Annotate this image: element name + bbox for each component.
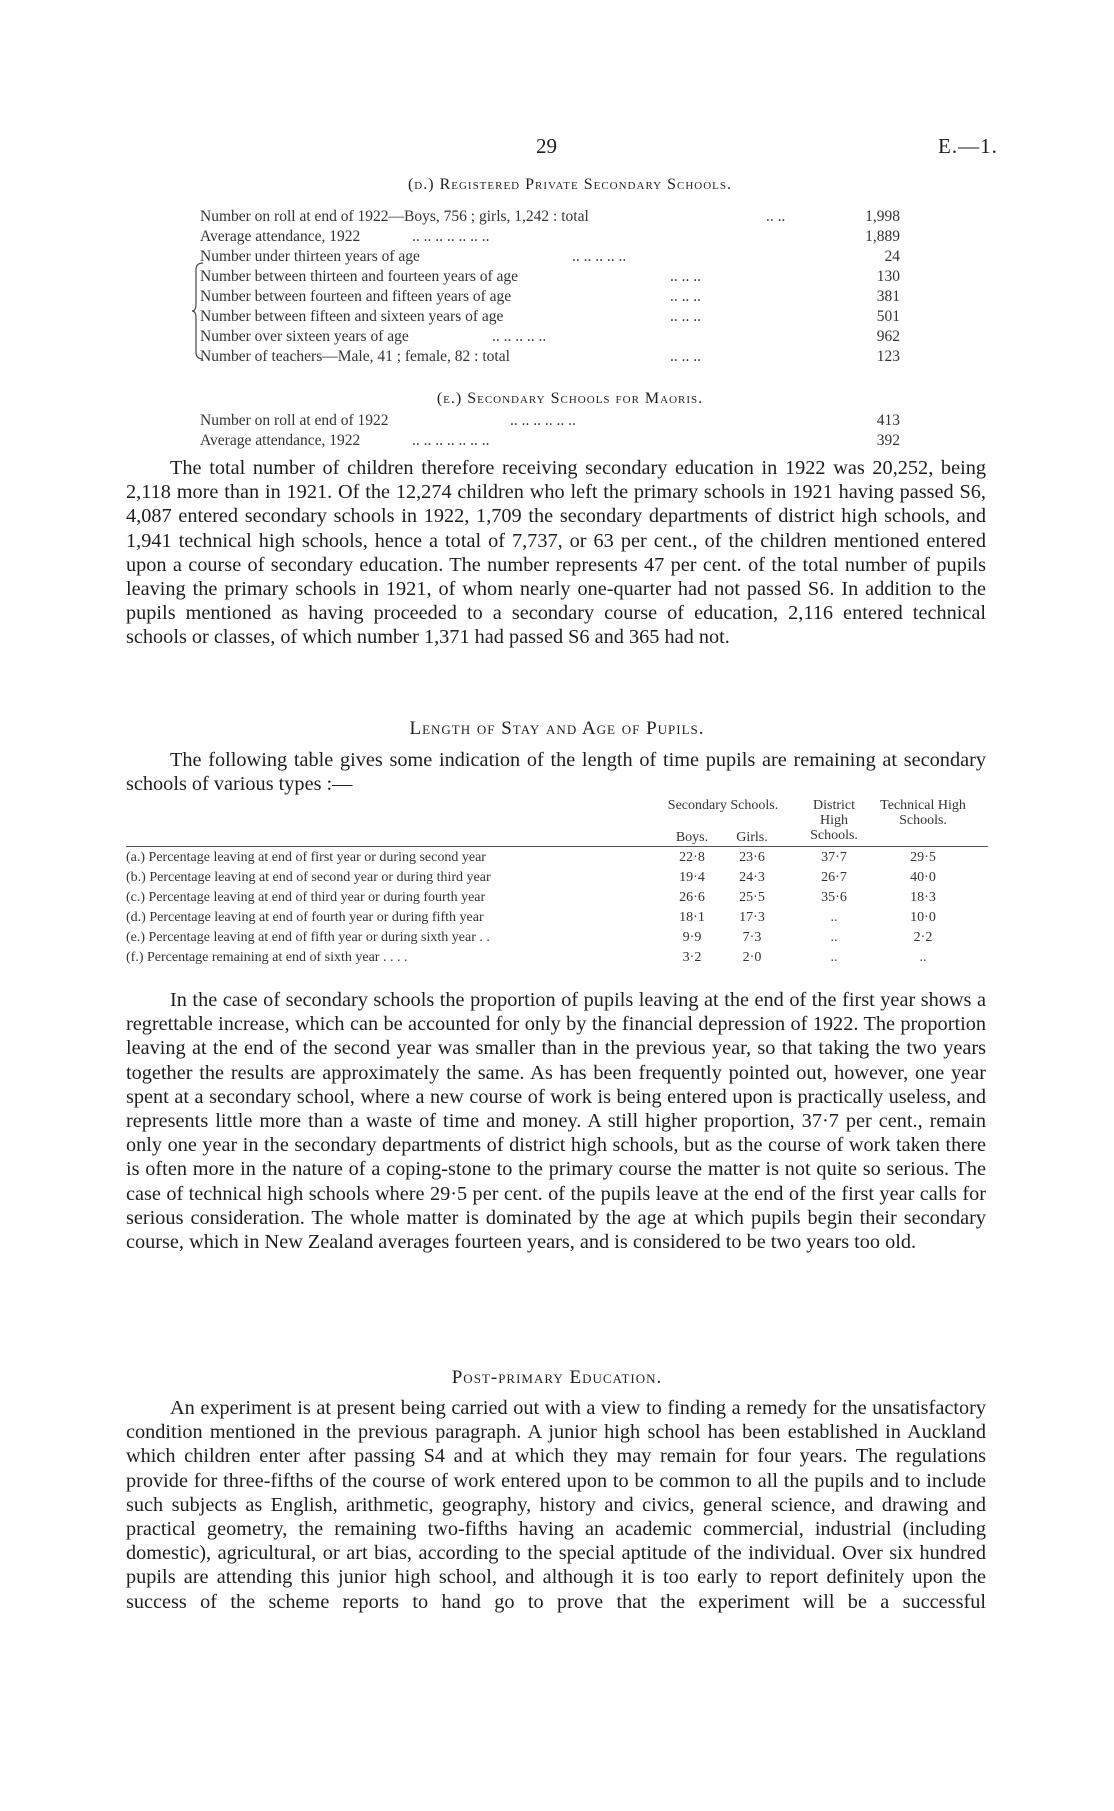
row-label: Number between fifteen and sixteen years of age (200, 308, 504, 325)
row-label: Number on roll at end of 1922—Boys, 756 ; girls, 1,242 : total (200, 208, 589, 225)
row-label: Average attendance, 1922 (200, 228, 361, 245)
row-label: Number under thirteen years of age (200, 248, 420, 265)
cell-technical: 18·3 (910, 890, 936, 905)
cell-district: 26·7 (821, 870, 847, 885)
header-district-high: District High Schools. (810, 798, 858, 843)
leader-dots: .. .. .. .. .. .. (510, 412, 576, 429)
row-label: Number between fourteen and fifteen years of age (200, 288, 512, 305)
cell-district: 35·6 (821, 890, 847, 905)
cell-girls: 2·0 (742, 950, 762, 965)
cell-girls: 23·6 (739, 850, 765, 865)
cell-district: .. (830, 930, 838, 945)
cell-technical: 29·5 (910, 850, 936, 865)
cell-boys: 3·2 (682, 950, 702, 965)
cell-boys: 18·1 (679, 910, 705, 925)
paragraph-table-intro: The following table gives some indication of the length of time pupils are remaining at secondary schools of various types :— (126, 749, 986, 796)
cell-girls: 24·3 (739, 870, 765, 885)
cell-boys: 9·9 (682, 930, 702, 945)
row-value: 962 (876, 328, 900, 345)
row-value: 1,889 (865, 228, 900, 245)
cell-technical: 2·2 (913, 930, 933, 945)
header-technical-high: Technical High Schools. (880, 798, 966, 828)
length-of-stay-table (126, 850, 988, 975)
table-row-label: (a.) Percentage leaving at end of first year or during second year (126, 850, 486, 865)
cell-boys: 19·4 (679, 870, 705, 885)
header-boys: Boys. (675, 830, 709, 845)
leader-dots: .. .. .. (670, 268, 701, 285)
section-e-title: (e.) Secondary Schools for Maoris. (436, 390, 704, 407)
page-number: 29 (536, 134, 557, 158)
cell-technical: 10·0 (910, 910, 936, 925)
leader-dots: .. .. .. .. .. .. .. (412, 228, 490, 245)
cell-girls: 17·3 (739, 910, 765, 925)
table-row-label: (d.) Percentage leaving at end of fourth year or during fifth year (126, 910, 484, 925)
cell-district: .. (830, 910, 838, 925)
paragraph-junior-high: An experiment is at present being carried out with a view to finding a remedy for the unsatisfactory condition mentioned in the previous paragraph. A junior high school has been established in Auckland which children enter after passing S4 and at which they may remain for four years. The regulations provide for three-fifths of the course of work entered upon to be common to all the pupils and to include such subjects as English, arithmetic, geography, history and civics, general science, and drawing and practical geometry, the remaining two-fifths having an academic commercial, industrial (including domestic), agricultural, or art bias, according to the special aptitude of the individual. Over six hundred pupils are attending this junior high school, and although it is too early to report definitely upon the success of the scheme reports to hand go to prove that the experiment will be a successful (126, 1397, 986, 1613)
leader-dots: .. .. (766, 208, 786, 225)
row-value: 413 (876, 412, 900, 429)
row-value: 501 (876, 308, 900, 325)
document-code: E.—1. (938, 134, 998, 158)
section-d-title: (d.) Registered Private Secondary Schools. (407, 176, 733, 193)
row-value: 123 (876, 348, 900, 365)
cell-girls: 7·3 (742, 930, 762, 945)
row-value: 381 (876, 288, 900, 305)
table-row-label: (c.) Percentage leaving at end of third year or during fourth year (126, 890, 486, 905)
row-value: 24 (884, 248, 900, 265)
heading-length-of-stay: Length of Stay and Age of Pupils. (409, 718, 705, 739)
paragraph-proportion-leaving: In the case of secondary schools the proportion of pupils leaving at the end of the first year shows a regrettable increase, which can be accounted for only by the financial depression of 1922. The proportion leaving at the end of the second year was smaller than in the previous year, so that taking the two years together the results are approximately the same. As has been frequently pointed out, however, one year spent at a secondary school, where a new course of work is being entered upon is practically useless, and represents little more than a waste of time and money. A still higher proportion, 37·7 per cent., remain only one year in the secondary departments of district high schools, but as the course of work taken there is often more in the nature of a coping-stone to the primary course the matter is not quite so serious. The case of technical high schools where 29·5 per cent. of the pupils leave at the end of the first year calls for serious consideration. The whole matter is dominated by the age at which pupils begin their secondary course, which in New Zealand averages fourteen years, and is considered to be two years too old. (126, 989, 986, 1254)
cell-technical: 40·0 (910, 870, 936, 885)
header-secondary-schools: Secondary Schools. (667, 798, 779, 813)
cell-girls: 25·5 (739, 890, 765, 905)
row-value: 130 (876, 268, 900, 285)
leader-dots: .. .. .. (670, 308, 701, 325)
row-label: Number on roll at end of 1922 (200, 412, 389, 429)
row-label: Number between thirteen and fourteen years of age (200, 268, 519, 285)
leader-dots: .. .. .. (670, 348, 701, 365)
table-row-label: (e.) Percentage leaving at end of fifth year or during sixth year . . (126, 930, 490, 945)
header-girls: Girls. (736, 830, 768, 845)
table-row-label: (f.) Percentage remaining at end of sixth year . . . . (126, 950, 408, 965)
cell-boys: 22·8 (679, 850, 705, 865)
paragraph-secondary-totals: The total number of children therefore receiving secondary education in 1922 was 20,252, being 2,118 more than in 1921. Of the 12,274 children who left the primary schools in 1921 having passed S6, 4,087 entered secondary schools in 1922, 1,709 the secondary departments of district high schools, and 1,941 technical high schools, hence a total of 7,737, or 63 per cent., of the children mentioned entered upon a course of secondary education. The number represents 47 per cent. of the total number of pupils leaving the primary schools in 1921, of whom nearly one-quarter had not passed S6. In addition to the pupils mentioned as having proceeded to a secondary course of education, 2,116 entered technical schools or classes, of which number 1,371 had passed S6 and 365 had not. (126, 457, 986, 649)
row-label: Number over sixteen years of age (200, 328, 409, 345)
row-value: 392 (876, 432, 900, 449)
table-row-label: (b.) Percentage leaving at end of second year or during third year (126, 870, 491, 885)
leader-dots: .. .. .. (670, 288, 701, 305)
leader-dots: .. .. .. .. .. .. .. (412, 432, 490, 449)
heading-post-primary: Post-primary Education. (451, 1367, 663, 1388)
cell-boys: 26·6 (679, 890, 705, 905)
row-label: Average attendance, 1922 (200, 432, 361, 449)
row-label: Number of teachers—Male, 41 ; female, 82 : total (200, 348, 510, 365)
row-value: 1,998 (865, 208, 900, 225)
cell-district: 37·7 (821, 850, 847, 865)
leader-dots: .. .. .. .. .. (572, 248, 627, 265)
leader-dots: .. .. .. .. .. (492, 328, 547, 345)
table-rule (126, 846, 988, 847)
cell-technical: .. (919, 950, 927, 965)
cell-district: .. (830, 950, 838, 965)
